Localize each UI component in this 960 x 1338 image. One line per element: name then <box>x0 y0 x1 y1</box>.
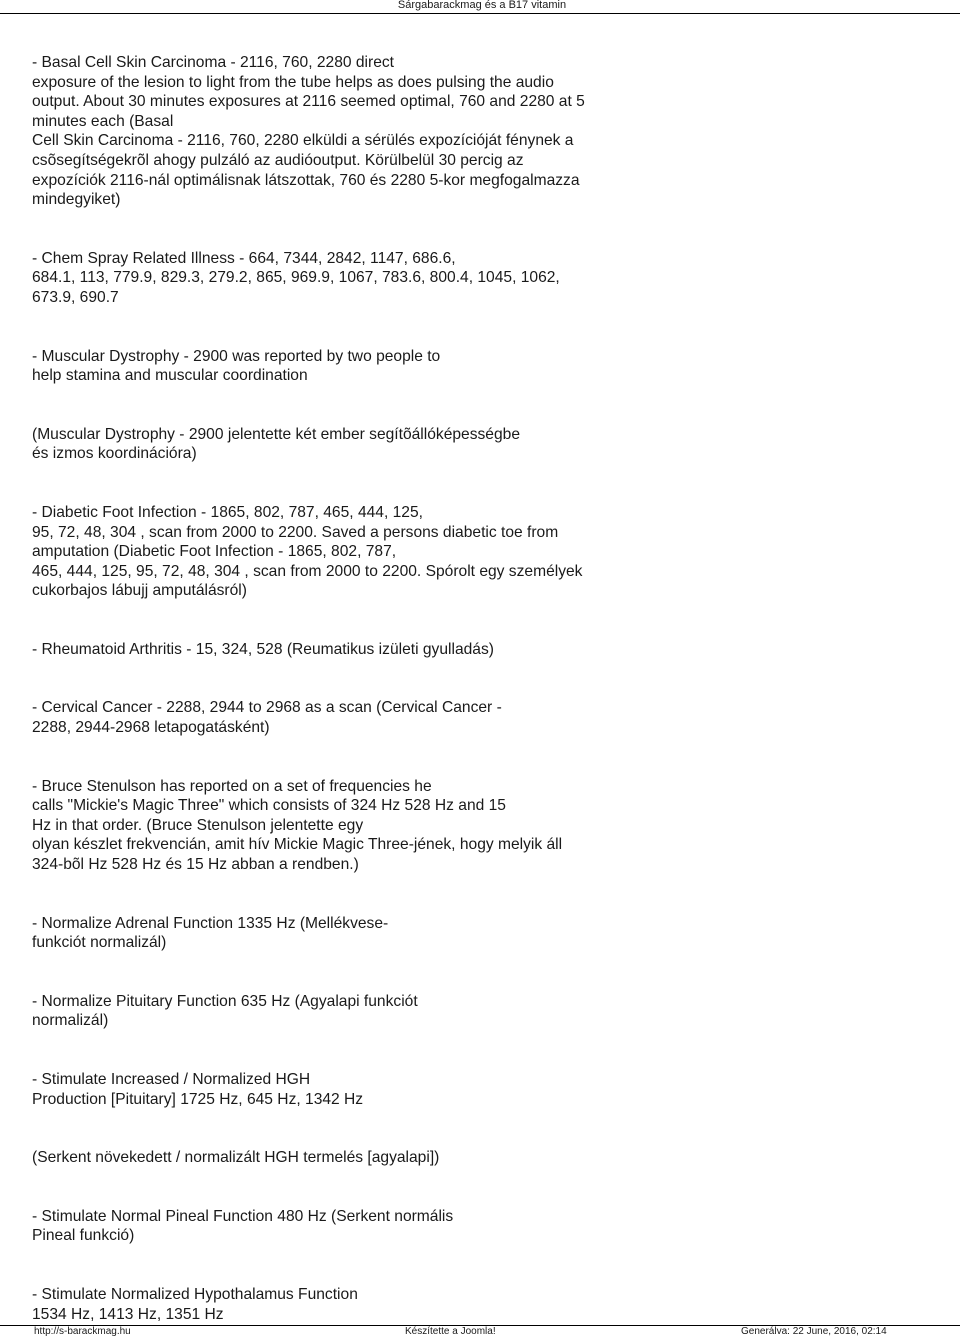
text-line: - Stimulate Normal Pineal Function 480 Hz (Serkent normális <box>32 1207 454 1225</box>
text-line: Production [Pituitary] 1725 Hz, 645 Hz, 1342 Hz <box>32 1090 364 1108</box>
paragraph-spacer <box>32 464 932 503</box>
text-line: Hz in that order. (Bruce Stenulson jelentette egy <box>32 816 364 834</box>
text-line: (Muscular Dystrophy - 2900 jelentette két ember segítõállóképességbe <box>32 425 520 443</box>
text-line: csõsegítségekrõl ahogy pulzáló az audióoutput. Körülbelül 30 percig az <box>32 151 524 169</box>
text-line: - Normalize Pituitary Function 635 Hz (Agyalapi funkciót <box>32 992 418 1010</box>
text-line: - Muscular Dystrophy - 2900 was reported by two people to <box>32 347 441 365</box>
text-line: Cell Skin Carcinoma - 2116, 760, 2280 elküldi a sérülés expozícióját fénynek a <box>32 132 574 150</box>
text-line: 95, 72, 48, 304 , scan from 2000 to 2200. Saved a persons diabetic toe from <box>32 523 559 541</box>
page-header <box>0 0 960 14</box>
paragraph <box>32 53 932 210</box>
paragraph <box>32 1207 932 1246</box>
text-line: és izmos koordinációra) <box>32 445 197 463</box>
paragraph <box>32 698 932 737</box>
text-line: 673.9, 690.7 <box>32 288 119 306</box>
text-line: - Basal Cell Skin Carcinoma - 2116, 760, 2280 direct <box>32 54 395 71</box>
text-line: (Serkent növekedett / normalizált HGH termelés [agyalapi]) <box>32 1149 440 1167</box>
text-line: 1534 Hz, 1413 Hz, 1351 Hz <box>32 1305 224 1323</box>
paragraph <box>32 503 932 601</box>
text-line: - Stimulate Increased / Normalized HGH <box>32 1071 311 1088</box>
footer-generated-date: Generálva: 22 June, 2016, 02:14 <box>741 1326 887 1337</box>
paragraph-spacer <box>32 1246 932 1285</box>
text-line: - Normalize Adrenal Function 1335 Hz (Mellékvese- <box>32 914 389 932</box>
text-line: amputation (Diabetic Foot Infection - 1865, 802, 787, <box>32 543 397 561</box>
text-line: cukorbajos lábujj amputálásról) <box>32 582 247 600</box>
footer-url-link[interactable]: http://s-barackmag.hu <box>34 1326 131 1337</box>
page-title: Sárgabarackmag és a B17 vitamin <box>397 0 567 11</box>
text-line: Pineal funkció) <box>32 1227 135 1245</box>
paragraph-spacer <box>32 601 932 640</box>
paragraph <box>32 1070 932 1109</box>
paragraph <box>32 425 932 464</box>
text-line: - Diabetic Foot Infection - 1865, 802, 787, 465, 444, 125, <box>32 503 423 521</box>
paragraph <box>32 777 932 875</box>
text-line: output. About 30 minutes exposures at 2116 seemed optimal, 760 and 2280 at 5 <box>32 93 585 111</box>
paragraph <box>32 249 932 308</box>
text-line: - Stimulate Normalized Hypothalamus Function <box>32 1285 358 1303</box>
page-footer <box>0 1325 960 1338</box>
paragraph <box>32 1148 932 1168</box>
text-line: mindegyiket) <box>32 191 121 209</box>
text-line: normalizál) <box>32 1012 109 1030</box>
paragraph-spacer <box>32 1168 932 1207</box>
document-body <box>32 53 932 1324</box>
text-line: help stamina and muscular coordination <box>32 367 308 385</box>
paragraph-spacer <box>32 1109 932 1148</box>
paragraph <box>32 992 932 1031</box>
text-line: - Chem Spray Related Illness - 664, 7344, 2842, 1147, 686.6, <box>32 249 456 267</box>
text-line: funkciót normalizál) <box>32 934 167 952</box>
text-line: minutes each (Basal <box>32 112 174 130</box>
paragraph-spacer <box>32 308 932 347</box>
paragraph-spacer <box>32 953 932 992</box>
paragraph-spacer <box>32 1031 932 1070</box>
text-line: 324-bõl Hz 528 Hz és 15 Hz abban a rendben.) <box>32 856 359 874</box>
text-line: olyan készlet frekvencián, amit hív Mickie Magic Three-jének, hogy melyik áll <box>32 836 563 854</box>
paragraph-spacer <box>32 659 932 698</box>
text-line: calls "Mickie's Magic Three" which consists of 324 Hz 528 Hz and 15 <box>32 797 506 815</box>
text-line: - Rheumatoid Arthritis - 15, 324, 528 (Reumatikus izületi gyulladás) <box>32 640 494 658</box>
footer-made-with: Készítette a Joomla! <box>405 1326 496 1337</box>
text-line: 684.1, 113, 779.9, 829.3, 279.2, 865, 969.9, 1067, 783.6, 800.4, 1045, 1062, <box>32 269 560 287</box>
paragraph-spacer <box>32 210 932 249</box>
text-line: expozíciók 2116-nál optimálisnak látszottak, 760 és 2280 5-kor megfogalmazza <box>32 171 580 189</box>
paragraph <box>32 1285 932 1324</box>
paragraph-spacer <box>32 386 932 425</box>
text-line: - Cervical Cancer - 2288, 2944 to 2968 as a scan (Cervical Cancer - <box>32 699 502 717</box>
paragraph <box>32 347 932 386</box>
text-line: exposure of the lesion to light from the tube helps as does pulsing the audio <box>32 73 554 91</box>
paragraph-spacer <box>32 738 932 777</box>
text-line: 2288, 2944-2968 letapogatásként) <box>32 719 270 737</box>
paragraph <box>32 914 932 953</box>
paragraph <box>32 640 932 660</box>
paragraph-spacer <box>32 875 932 914</box>
text-line: 465, 444, 125, 95, 72, 48, 304 , scan from 2000 to 2200. Spórolt egy személyek <box>32 562 583 580</box>
text-line: - Bruce Stenulson has reported on a set of frequencies he <box>32 777 432 795</box>
